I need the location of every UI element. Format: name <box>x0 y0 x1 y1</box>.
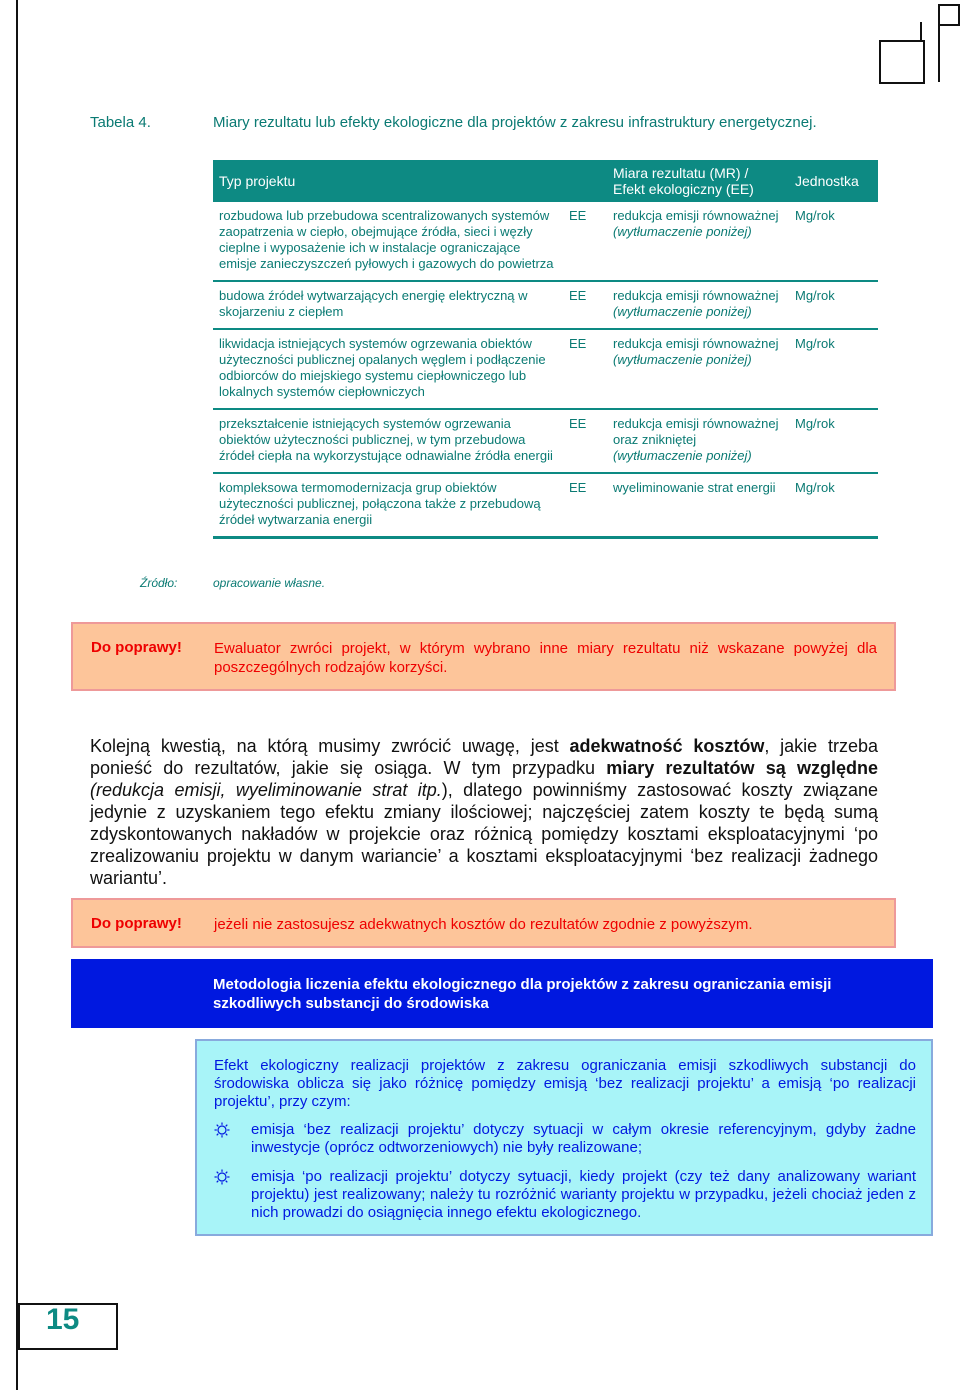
measure-note: (wytłumaczenie poniżej) <box>613 352 752 367</box>
body-paragraph <box>90 735 878 889</box>
warning-text: jeżeli nie zastosujesz adekwatnych kosztów do rezultatów zgodnie z powyższym. <box>214 916 753 933</box>
measure-note: (wytłumaczenie poniżej) <box>613 304 752 319</box>
methodology-banner <box>71 959 933 1028</box>
measure-text: redukcja emisji równoważnej oraz znikniętej <box>613 416 779 447</box>
measure-text: redukcja emisji równoważnej <box>613 208 779 223</box>
info-intro: Efekt ekologiczny realizacji projektów z zakresu ograniczania emisji szkodliwych substancji do środowiska oblicza się jako różnicę pomiędzy emisją ‘bez realizacji projektu’ a emisją ‘po realizacji projektu’, przy czym: <box>214 1057 916 1110</box>
page-frame-connector <box>920 22 922 42</box>
cell-project-type: rozbudowa lub przebudowa scentralizowanych systemów zaopatrzenia w ciepło, obejmujące źródła, sieci i węzły cieplne i wyposażenie ich w instalacje ograniczające emisje zanieczyszczeń pyłowych i gazowych do powietrza <box>213 202 565 281</box>
info-box <box>195 1039 933 1236</box>
cell-unit: Mg/rok <box>789 473 878 538</box>
paragraph-bold: miary rezultatów są względne <box>606 758 878 778</box>
measure-text: redukcja emisji równoważnej <box>613 288 779 303</box>
cell-project-type: likwidacja istniejących systemów ogrzewania obiektów użyteczności publicznej opalanych węglem i podłączenie odbiorców do miejskiego systemu ciepłowniczego lub lokalnych systemów ciepłowniczych <box>213 329 565 409</box>
cell-code: EE <box>565 329 607 409</box>
table-header-row <box>213 160 878 202</box>
methodology-title: Metodologia liczenia efektu ekologicznego dla projektów z zakresu ograniczania emisji szkodliwych substancji do środowiska <box>213 976 832 1012</box>
warning-box-1 <box>71 622 896 691</box>
measure-note: (wytłumaczenie poniżej) <box>613 224 752 239</box>
list-item-text: emisja ‘bez realizacji projektu’ dotyczy sytuacji w całym okresie referencyjnym, gdyby żadne inwestycje (oprócz odtworzeniowych) nie były realizowane; <box>251 1121 916 1156</box>
list-item <box>214 1168 916 1222</box>
cell-project-type: przekształcenie istniejących systemów ogrzewania obiektów użyteczności publicznej, w tym przebudowa źródeł ciepła na wykorzystujące odnawialne źródła energii <box>213 409 565 473</box>
table-row <box>213 329 878 409</box>
cell-unit: Mg/rok <box>789 202 878 281</box>
list-item-text: emisja ‘po realizacji projektu’ dotyczy sytuacji, kiedy projekt (czy też dany analizowany wariant projektu) jest realizowany; należy tu rozróżnić warianty projektu w przypadku, jeżeli chociaż jeden z nich prowadzi do osiągnięcia innego efektu ekologicznego. <box>251 1168 916 1221</box>
table-caption-text: Miary rezultatu lub efekty ekologiczne dla projektów z zakresu infrastruktury energetycznej. <box>213 114 817 131</box>
paragraph-text: , jakie trzeba ponieść do rezultatów, jakie się osiąga. W tym przypadku <box>90 736 878 778</box>
sun-bullet-icon <box>214 1169 230 1185</box>
page-number-box <box>18 1303 118 1350</box>
table-source <box>140 576 326 590</box>
cell-measure <box>607 202 789 281</box>
warning-text: Ewaluator zwróci projekt, w którym wybrano inne miary rezultatu niż wskazane powyżej dla poszczególnych rodzajów korzyści. <box>214 640 877 676</box>
page-frame-corner-box <box>879 40 925 84</box>
source-value: opracowanie własne. <box>213 576 326 590</box>
page-number: 15 <box>46 1303 80 1336</box>
header-code <box>565 160 607 202</box>
cell-measure: wyeliminowanie strat energii <box>607 473 789 538</box>
cell-unit: Mg/rok <box>789 409 878 473</box>
paragraph-text: Kolejną kwestią, na którą musimy zwrócić uwagę, jest <box>90 736 570 756</box>
header-measure: Miara rezultatu (MR) / Efekt ekologiczny (EE) <box>607 160 789 202</box>
table-row <box>213 409 878 473</box>
cell-code: EE <box>565 473 607 538</box>
results-table <box>213 160 878 539</box>
cell-measure <box>607 409 789 473</box>
list-item <box>214 1121 916 1157</box>
table-caption <box>90 113 878 132</box>
paragraph-bold: adekwatność kosztów <box>569 736 765 756</box>
measure-note: (wytłumaczenie poniżej) <box>613 448 752 463</box>
warning-label: Do poprawy! <box>91 639 182 656</box>
header-project-type: Typ projektu <box>213 160 565 202</box>
cell-measure <box>607 281 789 329</box>
warning-label: Do poprawy! <box>91 915 182 932</box>
paragraph-text: ), dlatego powinniśmy zastosować koszty związane jedynie z uzyskaniem tego efektu zmiany ilościowej; najczęściej zatem koszty te będą sumą zdyskontowanych nakładów w projekcie oraz różnicą pomiędzy kosztami eksploatacyjnymi ‘po zrealizowaniu projektu w danym wariancie’ a kosztami eksploatacyjnymi ‘bez realizacji żadnego wariantu’. <box>90 780 879 888</box>
cell-code: EE <box>565 202 607 281</box>
page-frame-right-line <box>938 22 940 82</box>
cell-unit: Mg/rok <box>789 281 878 329</box>
header-unit: Jednostka <box>789 160 878 202</box>
table-row <box>213 473 878 538</box>
table-caption-label: Tabela 4. <box>90 114 151 131</box>
cell-project-type: budowa źródeł wytwarzających energię elektryczną w skojarzeniu z ciepłem <box>213 281 565 329</box>
table-row <box>213 281 878 329</box>
page-frame-corner-small <box>938 4 960 26</box>
cell-code: EE <box>565 409 607 473</box>
sun-bullet-icon <box>214 1122 230 1138</box>
warning-box-2 <box>71 898 896 948</box>
cell-measure <box>607 329 789 409</box>
page-frame-left-line <box>16 0 18 1390</box>
cell-unit: Mg/rok <box>789 329 878 409</box>
measure-text: redukcja emisji równoważnej <box>613 336 779 351</box>
cell-code: EE <box>565 281 607 329</box>
table-row <box>213 202 878 281</box>
paragraph-italic: (redukcja emisji, wyeliminowanie strat itp. <box>90 780 442 800</box>
source-label: Źródło: <box>140 576 178 590</box>
cell-project-type: kompleksowa termomodernizacja grup obiektów użyteczności publicznej, połączona także z przebudową źródeł wytwarzania energii <box>213 473 565 538</box>
